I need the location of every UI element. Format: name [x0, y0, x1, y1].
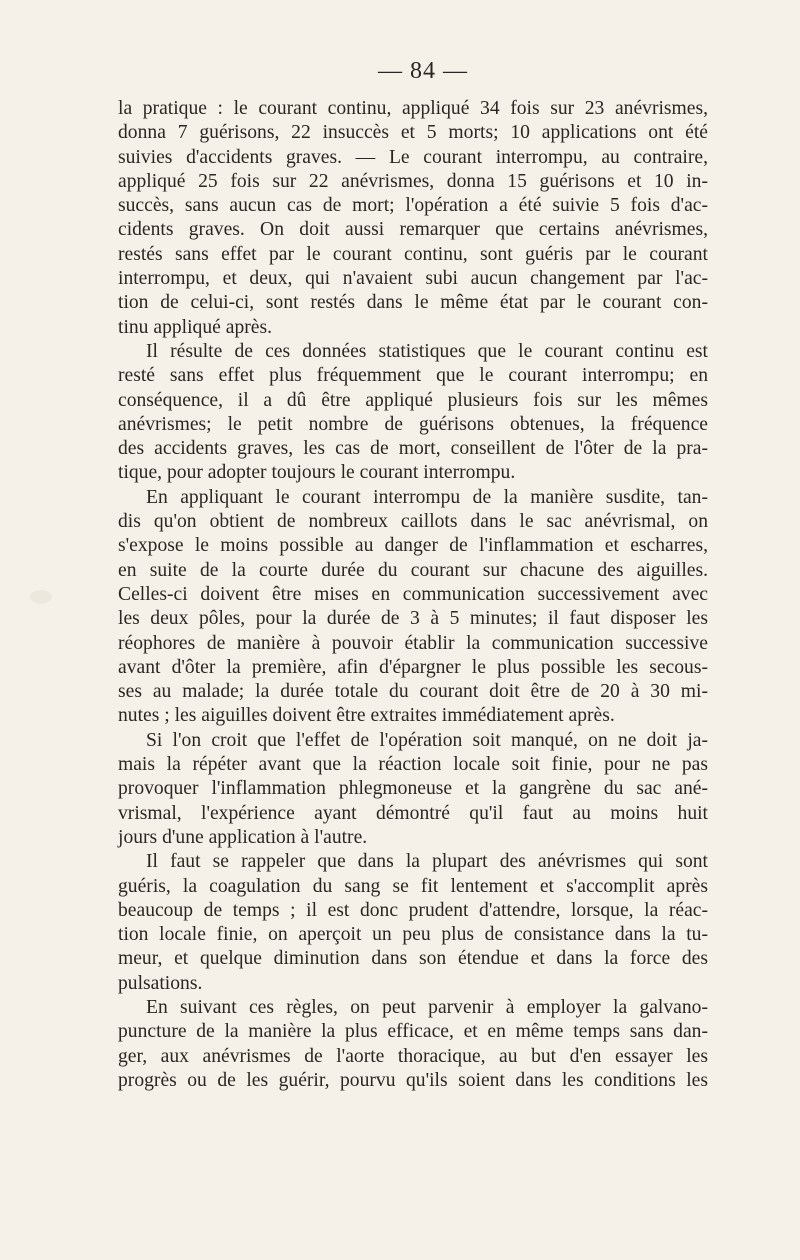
paragraph — [118, 486, 708, 729]
text-line: tique, pour adopter toujours le courant interrompu. — [118, 462, 516, 484]
text-line: appliqué 25 fois sur 22 anévrismes, donna 15 guérisons et 10 in- — [118, 170, 708, 192]
text-line: donna 7 guérisons, 22 insuccès et 5 morts; 10 applications ont été — [118, 122, 708, 144]
text-line: En suivant ces règles, on peut parvenir à employer la galvano- — [146, 996, 708, 1018]
paragraph — [118, 97, 708, 340]
text-line: en suite de la courte durée du courant sur chacune des aiguilles. — [118, 559, 708, 581]
text-line: Si l'on croit que l'effet de l'opération soit manqué, on ne doit ja- — [146, 729, 708, 751]
text-line: guéris, la coagulation du sang se fit lentement et s'accomplit après — [118, 875, 708, 897]
text-line: pulsations. — [118, 972, 203, 994]
text-line: ger, aux anévrismes de l'aorte thoracique, au but d'en essayer les — [118, 1045, 708, 1067]
text-line: les deux pôles, pour la durée de 3 à 5 minutes; il faut disposer les — [118, 608, 708, 630]
text-line: tion locale finie, on aperçoit un peu plus de consistance dans la tu- — [118, 924, 708, 946]
text-line: vrismal, l'expérience ayant démontré qu'il faut au moins huit — [118, 802, 708, 824]
text-line: puncture de la manière la plus efficace, et en même temps sans dan- — [118, 1021, 708, 1043]
text-line: beaucoup de temps ; il est donc prudent d'attendre, lorsque, la réac- — [118, 899, 708, 921]
text-line: s'expose le moins possible au danger de l'inflammation et escharres, — [118, 535, 708, 557]
text-line: des accidents graves, les cas de mort, conseillent de l'ôter de la pra- — [118, 438, 708, 460]
text-line: ses au malade; la durée totale du courant doit être de 20 à 30 mi- — [118, 681, 708, 703]
paragraph — [118, 729, 708, 850]
page-number: — 84 — — [378, 58, 468, 84]
text-line: meur, et quelque diminution dans son étendue et dans la force des — [118, 948, 708, 970]
text-line: restés sans effet par le courant continu, sont guéris par le courant — [118, 243, 708, 265]
text-line: Celles-ci doivent être mises en communication successivement avec — [118, 583, 708, 605]
text-line: succès, sans aucun cas de mort; l'opération a été suivie 5 fois d'ac- — [118, 195, 708, 217]
paper-stain — [30, 590, 52, 604]
text-line: suivies d'accidents graves. — Le courant interrompu, au contraire, — [118, 146, 708, 168]
paragraph — [118, 850, 708, 996]
text-line: avant d'ôter la première, afin d'épargner le plus possible les secous- — [118, 656, 708, 678]
text-line: dis qu'on obtient de nombreux caillots dans le sac anévrismal, on — [118, 511, 708, 533]
text-line: la pratique : le courant continu, appliqué 34 fois sur 23 anévrismes, — [118, 98, 708, 119]
text-line: nutes ; les aiguilles doivent être extraites immédiatement après. — [118, 705, 615, 727]
text-line: jours d'une application à l'autre. — [118, 826, 368, 848]
text-line: réophores de manière à pouvoir établir la communication successive — [118, 632, 708, 654]
text-line: Il faut se rappeler que dans la plupart des anévrismes qui sont — [146, 851, 708, 873]
paragraph — [118, 340, 708, 486]
text-line: anévrismes; le petit nombre de guérisons obtenues, la fréquence — [118, 413, 708, 435]
text-line: tinu appliqué après. — [118, 316, 272, 338]
text-line: provoquer l'inflammation phlegmoneuse et la gangrène du sac ané- — [118, 778, 708, 800]
text-line: tion de celui-ci, sont restés dans le même état par le courant con- — [118, 292, 708, 314]
paragraph — [118, 996, 708, 1093]
text-line: Il résulte de ces données statistiques que le courant continu est — [146, 340, 708, 362]
text-line: En appliquant le courant interrompu de la manière susdite, tan- — [146, 486, 708, 508]
text-line: mais la répéter avant que la réaction locale soit finie, pour ne pas — [118, 754, 708, 776]
text-line: cidents graves. On doit aussi remarquer que certains anévrismes, — [118, 219, 708, 241]
text-line: resté sans effet plus fréquemment que le courant interrompu; en — [118, 365, 708, 387]
body-text — [118, 97, 708, 1093]
text-line: interrompu, et deux, qui n'avaient subi aucun changement par l'ac- — [118, 268, 708, 290]
text-line: progrès ou de les guérir, pourvu qu'ils soient dans les conditions les — [118, 1069, 708, 1091]
text-line: conséquence, il a dû être appliqué plusieurs fois sur les mêmes — [118, 389, 708, 411]
